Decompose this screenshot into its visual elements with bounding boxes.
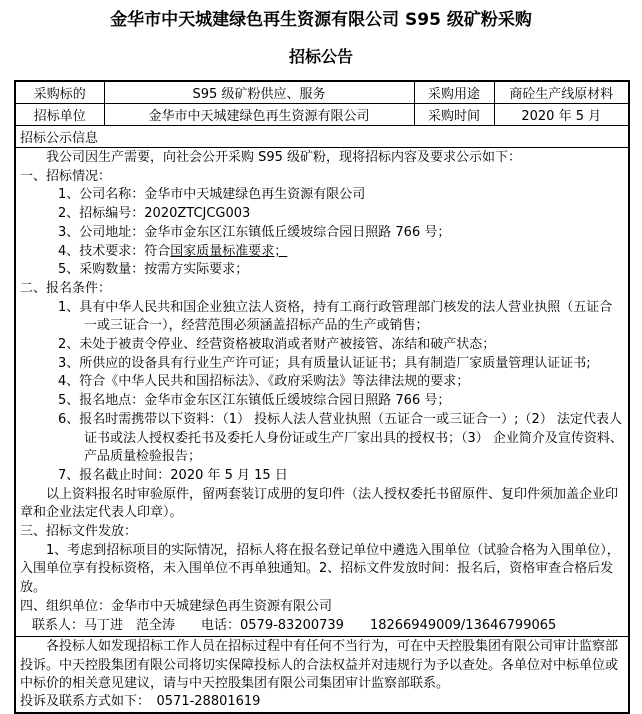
paragraph: 1、公司名称：金华市中天城建绿色再生资源有限公司 [58, 187, 366, 203]
complaint-section-cell [15, 637, 629, 714]
table-row [15, 637, 629, 714]
paragraph-text: 4、技术要求：符合 [58, 243, 171, 259]
procurement-time-label: 采购时间 [414, 104, 494, 126]
paragraph: 联系人：马丁进 范全涛 电话：0579-83200739 18266949009/13646799065 [32, 617, 557, 633]
tender-unit-label: 招标单位 [15, 104, 104, 126]
paragraph: 2、未处于被责令停业、经营资格被取消或者财产被接管、冻结和破产状态； [58, 337, 496, 353]
table-row [15, 81, 629, 104]
table-row [15, 148, 629, 637]
announcement-body-cell [15, 148, 629, 637]
paragraph: 四、组织单位：金华市中天城建绿色再生资源有限公司 [20, 598, 333, 614]
announcement-body [20, 149, 624, 635]
underlined-text: 国家质量标准要求； [170, 243, 288, 259]
paragraph: 我公司因生产需要，向社会公开采购 S95 级矿粉，现将招标内容及要求公示如下： [46, 150, 522, 165]
table-row [15, 104, 629, 126]
paragraph: 三、招标文件发放： [20, 524, 138, 540]
procurement-subject-label: 采购标的 [15, 81, 104, 104]
complaint-section [20, 638, 624, 711]
procurement-subject-value: S95 级矿粉供应、服务 [104, 81, 414, 104]
tender-info-table [14, 80, 630, 714]
paragraph: 1、考虑到招标项目的实际情况，招标人将在报名登记单位中遴选入围单位（试验合格为入围单位），入围单位享有投标资格，未入围单位不再单独通知。2、招标文件发放时间：报名后，资格审查合格后发放。 [20, 542, 620, 596]
paragraph: 二、报名条件： [20, 280, 112, 296]
paragraph [20, 243, 624, 262]
paragraph: 5、采购数量：按需方实际要求； [58, 262, 249, 278]
page-title: 金华市中天城建绿色再生资源有限公司 S95 级矿粉采购 [110, 10, 532, 30]
paragraph: 一、招标情况： [20, 168, 112, 184]
tender-unit-value: 金华市中天城建绿色再生资源有限公司 [104, 104, 414, 126]
paragraph: 2、招标编号：2020ZTCJCG003 [58, 206, 251, 222]
paragraph: 5、报名地点：金华市金东区江东镇低丘缓坡综合园日照路 766 号； [58, 393, 451, 409]
paragraph: 3、所供应的设备具有行业生产许可证；具有质量认证证书；具有制造厂家质量管理认证证书; [58, 355, 591, 371]
paragraph: 各投标人如发现招标工作人员在招标过程中有任何不当行为，可在中天控股集团有限公司审计监察部投诉。中天控股集团有限公司将切实保障投标人的合法权益并对违规行为予以查处。各单位对中标单位或中标价的相关意见建议，请与中天控股集团有限公司集团审计监察部联系。 [20, 639, 619, 691]
procurement-time-value: 2020 年 5 月 [494, 104, 629, 126]
table-row [15, 126, 629, 148]
paragraph: 3、公司地址：金华市金东区江东镇低丘缓坡综合园日照路 766 号； [58, 224, 451, 240]
paragraph: 6、报名时需携带以下资料：（1） 投标人法人营业执照（五证合一或三证合一）;（2） 法定代表人证书或法人授权委托书及委托人身份证或生产厂家出具的授权书；（3） 企业简介及宣传资料、产品质量检验报告； [58, 411, 623, 465]
paragraph: 4、符合《中华人民共和国招标法》、《政府采购法》等法律法规的要求； [58, 374, 470, 390]
paragraph: 投诉及联系方式如下： 0571-28801619 [20, 694, 261, 710]
page-subtitle: 招标公告 [288, 47, 353, 66]
info-section-header: 招标公示信息 [15, 126, 629, 148]
procurement-purpose-value: 商砼生产线原材料 [494, 81, 629, 104]
paragraph: 7、报名截止时间：2020 年 5 月 15 日 [58, 467, 288, 483]
paragraph: 1、具有中华人民共和国企业独立法人资格，持有工商行政管理部门核发的法人营业执照（五证合一或三证合一），经营范围必须涵盖招标产品的生产或销售； [58, 299, 613, 334]
paragraph: 以上资料报名时审验原件，留两套装订成册的复印件（法人授权委托书留原件、复印件须加盖企业印章和企业法定代表人印章）。 [20, 486, 619, 521]
procurement-purpose-label: 采购用途 [414, 81, 494, 104]
